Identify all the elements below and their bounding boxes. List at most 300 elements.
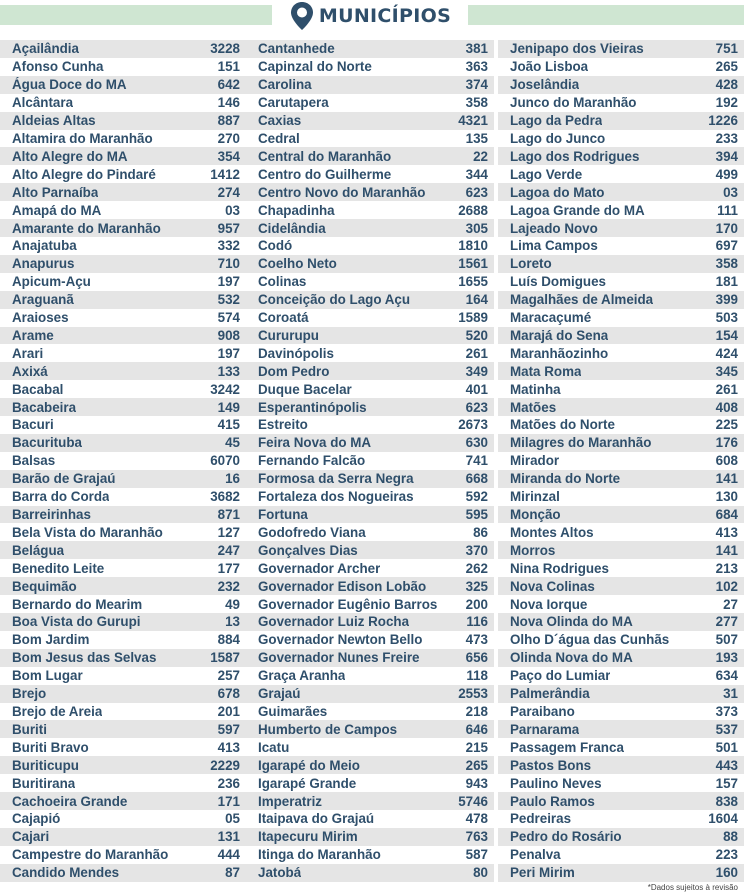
municipality-row bbox=[0, 94, 246, 112]
municipality-row bbox=[0, 327, 246, 345]
municipality-count: 443 bbox=[715, 757, 738, 773]
municipality-count: 623 bbox=[465, 184, 488, 200]
municipality-count: 574 bbox=[217, 310, 240, 326]
municipality-row bbox=[0, 273, 246, 291]
municipality-name: Cidelândia bbox=[258, 220, 326, 236]
municipality-row bbox=[0, 810, 246, 828]
municipality-name: Lago Verde bbox=[510, 166, 583, 182]
municipality-name: Cedral bbox=[258, 130, 300, 146]
municipality-count: 176 bbox=[715, 435, 738, 451]
municipality-row bbox=[246, 147, 494, 165]
municipality-name: Coelho Neto bbox=[258, 256, 337, 272]
municipality-row bbox=[498, 344, 744, 362]
municipality-count: 149 bbox=[217, 399, 240, 415]
municipality-row bbox=[498, 362, 744, 380]
municipality-row bbox=[246, 327, 494, 345]
municipality-name: Igarapé Grande bbox=[258, 775, 357, 791]
municipality-name: Monção bbox=[510, 507, 561, 523]
municipality-row bbox=[0, 130, 246, 148]
municipality-name: Lajeado Novo bbox=[510, 220, 598, 236]
municipality-row bbox=[246, 183, 494, 201]
municipality-row bbox=[0, 559, 246, 577]
municipality-name: Codó bbox=[258, 238, 293, 254]
municipality-column-2 bbox=[246, 40, 494, 882]
municipality-count: 102 bbox=[715, 578, 738, 594]
municipality-count: 151 bbox=[217, 59, 240, 75]
municipality-name: Lago dos Rodrigues bbox=[510, 148, 640, 164]
municipality-count: 595 bbox=[465, 507, 488, 523]
municipality-count: 3682 bbox=[210, 489, 240, 505]
municipality-count: 213 bbox=[715, 560, 738, 576]
municipality-count: 656 bbox=[465, 650, 488, 666]
municipality-name: Bacabeira bbox=[12, 399, 77, 415]
municipality-row bbox=[0, 183, 246, 201]
municipality-row bbox=[498, 523, 744, 541]
municipality-count: 236 bbox=[217, 775, 240, 791]
municipality-count: 608 bbox=[715, 453, 738, 469]
municipality-row bbox=[498, 595, 744, 613]
municipality-name: Brejo bbox=[12, 686, 47, 702]
municipality-row bbox=[0, 344, 246, 362]
municipality-name: Barão de Grajaú bbox=[12, 471, 116, 487]
municipality-count: 503 bbox=[715, 310, 738, 326]
municipality-count: 141 bbox=[715, 542, 738, 558]
municipality-row bbox=[0, 58, 246, 76]
municipality-row bbox=[498, 398, 744, 416]
municipality-row bbox=[246, 541, 494, 559]
municipality-row bbox=[246, 613, 494, 631]
footnote: *Dados sujeitos à revisão bbox=[647, 883, 738, 892]
municipality-name: Chapadinha bbox=[258, 202, 335, 218]
municipality-name: Bacuri bbox=[12, 417, 54, 433]
municipality-name: Magalhães de Almeida bbox=[510, 292, 654, 308]
municipality-count: 86 bbox=[473, 524, 488, 540]
municipality-name: Buriti Bravo bbox=[12, 739, 89, 755]
municipality-count: 592 bbox=[465, 489, 488, 505]
municipality-name: Cururupu bbox=[258, 327, 319, 343]
municipality-count: 3242 bbox=[210, 381, 240, 397]
municipality-name: Paço do Lumiar bbox=[510, 668, 611, 684]
municipality-count: 344 bbox=[465, 166, 488, 182]
municipality-count: 146 bbox=[217, 95, 240, 111]
municipality-name: Duque Bacelar bbox=[258, 381, 352, 397]
municipality-name: Lima Campos bbox=[510, 238, 598, 254]
municipality-name: Alto Alegre do Pindaré bbox=[12, 166, 156, 182]
municipality-row bbox=[498, 577, 744, 595]
municipality-count: 646 bbox=[465, 721, 488, 737]
municipality-count: 373 bbox=[715, 703, 738, 719]
municipality-row bbox=[498, 792, 744, 810]
municipality-row bbox=[498, 541, 744, 559]
municipality-row bbox=[498, 434, 744, 452]
municipality-row bbox=[246, 756, 494, 774]
municipality-name: Centro do Guilherme bbox=[258, 166, 392, 182]
municipality-row bbox=[246, 828, 494, 846]
municipality-count: 642 bbox=[217, 77, 240, 93]
municipality-count: 164 bbox=[465, 292, 488, 308]
municipality-name: Nova Olinda do MA bbox=[510, 614, 633, 630]
municipality-count: 262 bbox=[465, 560, 488, 576]
municipality-row bbox=[246, 380, 494, 398]
municipality-row bbox=[246, 344, 494, 362]
municipality-name: Balsas bbox=[12, 453, 56, 469]
municipality-name: Joselândia bbox=[510, 77, 580, 93]
municipality-name: João Lisboa bbox=[510, 59, 589, 75]
municipality-count: 5746 bbox=[458, 793, 488, 809]
municipality-name: Açailândia bbox=[12, 41, 79, 57]
municipality-name: Matões do Norte bbox=[510, 417, 615, 433]
municipality-row bbox=[246, 94, 494, 112]
municipality-name: Montes Altos bbox=[510, 524, 594, 540]
municipality-count: 87 bbox=[225, 865, 240, 881]
municipality-name: Anapurus bbox=[12, 256, 75, 272]
municipality-count: 177 bbox=[217, 560, 240, 576]
municipality-row bbox=[246, 452, 494, 470]
municipality-name: Mata Roma bbox=[510, 363, 582, 379]
municipality-count: 116 bbox=[466, 614, 488, 630]
municipality-count: 131 bbox=[217, 829, 240, 845]
municipality-count: 871 bbox=[217, 507, 240, 523]
municipality-row bbox=[0, 40, 246, 58]
municipality-row bbox=[498, 720, 744, 738]
municipality-name: Central do Maranhão bbox=[258, 148, 392, 164]
municipality-name: Graça Aranha bbox=[258, 668, 346, 684]
municipality-row bbox=[0, 506, 246, 524]
municipality-row bbox=[498, 649, 744, 667]
municipality-count: 118 bbox=[466, 668, 488, 684]
municipality-name: Boa Vista do Gurupi bbox=[12, 614, 141, 630]
municipality-row bbox=[246, 58, 494, 76]
municipality-name: Esperantinópolis bbox=[258, 399, 367, 415]
municipality-row bbox=[498, 147, 744, 165]
municipality-row bbox=[246, 255, 494, 273]
municipality-name: Amapá do MA bbox=[12, 202, 102, 218]
municipality-name: Buriti bbox=[12, 721, 47, 737]
municipality-name: Araioses bbox=[12, 310, 69, 326]
municipality-count: 192 bbox=[715, 95, 738, 111]
municipality-count: 358 bbox=[465, 95, 488, 111]
municipality-count: 1655 bbox=[458, 274, 488, 290]
municipality-count: 305 bbox=[465, 220, 488, 236]
municipality-count: 274 bbox=[217, 184, 240, 200]
municipality-name: Benedito Leite bbox=[12, 560, 105, 576]
municipality-row bbox=[0, 470, 246, 488]
municipality-row bbox=[498, 506, 744, 524]
municipality-count: 478 bbox=[465, 811, 488, 827]
municipality-row bbox=[498, 183, 744, 201]
municipality-row bbox=[246, 416, 494, 434]
municipality-count: 261 bbox=[715, 381, 738, 397]
municipality-count: 684 bbox=[715, 507, 738, 523]
municipality-count: 507 bbox=[715, 632, 738, 648]
municipality-row bbox=[246, 488, 494, 506]
municipality-name: Buritirana bbox=[12, 775, 76, 791]
municipality-name: Maracaçumé bbox=[510, 310, 592, 326]
municipality-row bbox=[246, 577, 494, 595]
municipality-name: Alcântara bbox=[12, 95, 74, 111]
municipality-name: Arari bbox=[12, 345, 44, 361]
municipality-name: Estreito bbox=[258, 417, 308, 433]
municipality-name: Itinga do Maranhão bbox=[258, 847, 381, 863]
municipality-count: 751 bbox=[715, 41, 738, 57]
municipality-count: 838 bbox=[715, 793, 738, 809]
municipality-count: 887 bbox=[217, 113, 240, 129]
municipality-count: 1561 bbox=[458, 256, 488, 272]
municipality-count: 2688 bbox=[458, 202, 488, 218]
municipality-name: Coroatá bbox=[258, 310, 309, 326]
municipality-row bbox=[0, 649, 246, 667]
municipality-name: Matões bbox=[510, 399, 557, 415]
municipality-count: 160 bbox=[715, 865, 738, 881]
municipality-row bbox=[498, 327, 744, 345]
municipality-count: 325 bbox=[465, 578, 488, 594]
municipality-name: Apicum-Açu bbox=[12, 274, 91, 290]
municipality-name: Brejo de Areia bbox=[12, 703, 103, 719]
municipality-name: Anajatuba bbox=[12, 238, 77, 254]
municipality-count: 678 bbox=[217, 686, 240, 702]
municipality-name: Cachoeira Grande bbox=[12, 793, 128, 809]
municipality-count: 03 bbox=[225, 202, 240, 218]
header bbox=[272, 0, 468, 32]
municipality-name: Loreto bbox=[510, 256, 552, 272]
municipality-name: Penalva bbox=[510, 847, 561, 863]
municipality-count: 537 bbox=[715, 721, 738, 737]
municipality-count: 16 bbox=[225, 471, 240, 487]
municipality-row bbox=[498, 380, 744, 398]
municipality-name: Arame bbox=[12, 327, 54, 343]
municipality-row bbox=[498, 94, 744, 112]
municipality-count: 200 bbox=[465, 596, 488, 612]
municipality-count: 363 bbox=[465, 59, 488, 75]
municipality-name: Dom Pedro bbox=[258, 363, 330, 379]
municipality-name: Pedreiras bbox=[510, 811, 572, 827]
municipality-name: Formosa da Serra Negra bbox=[258, 471, 414, 487]
municipality-row bbox=[498, 703, 744, 721]
municipality-name: Governador Nunes Freire bbox=[258, 650, 420, 666]
municipality-name: Davinópolis bbox=[258, 345, 334, 361]
municipality-name: Palmerândia bbox=[510, 686, 590, 702]
municipality-row bbox=[0, 309, 246, 327]
municipality-count: 1604 bbox=[708, 811, 738, 827]
municipality-name: Junco do Maranhão bbox=[510, 95, 637, 111]
municipality-row bbox=[246, 470, 494, 488]
municipality-row bbox=[246, 703, 494, 721]
municipality-name: Afonso Cunha bbox=[12, 59, 104, 75]
municipality-name: Fernando Falcão bbox=[258, 453, 366, 469]
municipality-count: 197 bbox=[217, 345, 240, 361]
municipality-row bbox=[246, 291, 494, 309]
municipality-name: Olinda Nova do MA bbox=[510, 650, 633, 666]
municipality-count: 27 bbox=[723, 596, 738, 612]
municipality-count: 428 bbox=[715, 77, 738, 93]
municipality-count: 111 bbox=[717, 202, 738, 218]
municipality-count: 884 bbox=[217, 632, 240, 648]
municipality-name: Carolina bbox=[258, 77, 312, 93]
municipality-row bbox=[498, 201, 744, 219]
municipality-row bbox=[246, 130, 494, 148]
municipality-row bbox=[0, 685, 246, 703]
municipality-name: Paulino Neves bbox=[510, 775, 602, 791]
municipality-row bbox=[0, 756, 246, 774]
municipality-name: Paulo Ramos bbox=[510, 793, 595, 809]
municipality-count: 630 bbox=[465, 435, 488, 451]
municipality-row bbox=[498, 452, 744, 470]
municipality-count: 501 bbox=[715, 739, 738, 755]
municipality-count: 1412 bbox=[210, 166, 240, 182]
municipality-row bbox=[0, 237, 246, 255]
municipality-row bbox=[246, 559, 494, 577]
municipality-row bbox=[246, 864, 494, 882]
municipality-row bbox=[246, 774, 494, 792]
municipality-name: Barreirinhas bbox=[12, 507, 91, 523]
municipality-count: 710 bbox=[217, 256, 240, 272]
municipality-row bbox=[246, 738, 494, 756]
municipality-row bbox=[246, 273, 494, 291]
municipality-count: 1810 bbox=[458, 238, 488, 254]
municipality-row bbox=[498, 291, 744, 309]
municipality-row bbox=[498, 255, 744, 273]
municipality-name: Milagres do Maranhão bbox=[510, 435, 652, 451]
municipality-count: 1587 bbox=[210, 650, 240, 666]
municipality-count: 80 bbox=[473, 865, 488, 881]
municipality-count: 401 bbox=[465, 381, 488, 397]
municipality-row bbox=[246, 201, 494, 219]
municipality-name: Passagem Franca bbox=[510, 739, 624, 755]
municipality-name: Bom Lugar bbox=[12, 668, 83, 684]
municipality-count: 741 bbox=[465, 453, 488, 469]
map-pin-icon bbox=[289, 1, 315, 31]
municipality-name: Altamira do Maranhão bbox=[12, 130, 153, 146]
municipality-count: 358 bbox=[715, 256, 738, 272]
municipality-count: 349 bbox=[465, 363, 488, 379]
municipality-count: 265 bbox=[465, 757, 488, 773]
municipality-row bbox=[498, 40, 744, 58]
municipality-row bbox=[498, 165, 744, 183]
municipality-count: 381 bbox=[465, 41, 488, 57]
municipality-column-3 bbox=[498, 40, 744, 882]
municipality-name: Cajapió bbox=[12, 811, 61, 827]
municipality-row bbox=[498, 864, 744, 882]
municipality-name: Buriticupu bbox=[12, 757, 79, 773]
municipality-row bbox=[498, 738, 744, 756]
municipality-row bbox=[246, 40, 494, 58]
municipality-row bbox=[246, 720, 494, 738]
municipality-count: 4321 bbox=[458, 113, 488, 129]
municipality-count: 03 bbox=[723, 184, 738, 200]
municipality-count: 587 bbox=[465, 847, 488, 863]
page-title: MUNICÍPIOS bbox=[318, 5, 452, 27]
municipality-name: Feira Nova do MA bbox=[258, 435, 372, 451]
municipality-name: Gonçalves Dias bbox=[258, 542, 358, 558]
municipality-row bbox=[498, 667, 744, 685]
municipality-count: 261 bbox=[465, 345, 488, 361]
municipality-name: Araguanã bbox=[12, 292, 74, 308]
municipality-row bbox=[0, 452, 246, 470]
municipality-count: 22 bbox=[473, 148, 488, 164]
municipality-count: 2229 bbox=[210, 757, 240, 773]
municipality-row bbox=[246, 309, 494, 327]
municipality-name: Marajá do Sena bbox=[510, 327, 609, 343]
municipality-row bbox=[0, 380, 246, 398]
municipality-row bbox=[498, 219, 744, 237]
municipality-row bbox=[0, 846, 246, 864]
municipality-row bbox=[498, 810, 744, 828]
municipality-row bbox=[0, 828, 246, 846]
municipality-name: Belágua bbox=[12, 542, 65, 558]
municipality-row bbox=[498, 685, 744, 703]
municipality-count: 141 bbox=[715, 471, 738, 487]
municipality-count: 49 bbox=[225, 596, 240, 612]
municipality-row bbox=[246, 398, 494, 416]
municipality-row bbox=[0, 362, 246, 380]
municipality-count: 45 bbox=[225, 435, 240, 451]
municipality-count: 3228 bbox=[210, 41, 240, 57]
municipality-name: Conceição do Lago Açu bbox=[258, 292, 411, 308]
municipality-name: Cajari bbox=[12, 829, 50, 845]
municipality-row bbox=[0, 147, 246, 165]
municipality-row bbox=[498, 774, 744, 792]
municipality-count: 1589 bbox=[458, 310, 488, 326]
municipality-name: Fortaleza dos Nogueiras bbox=[258, 489, 414, 505]
municipality-name: Governador Archer bbox=[258, 560, 381, 576]
municipality-row bbox=[246, 219, 494, 237]
municipality-row bbox=[0, 523, 246, 541]
municipality-row bbox=[498, 273, 744, 291]
municipality-count: 88 bbox=[723, 829, 738, 845]
municipality-name: Alto Parnaíba bbox=[12, 184, 99, 200]
municipality-count: 13 bbox=[225, 614, 240, 630]
municipality-row bbox=[246, 362, 494, 380]
municipality-count: 332 bbox=[217, 238, 240, 254]
municipality-count: 943 bbox=[465, 775, 488, 791]
municipality-count: 473 bbox=[465, 632, 488, 648]
municipality-count: 668 bbox=[465, 471, 488, 487]
municipality-row bbox=[498, 756, 744, 774]
municipality-name: Guimarães bbox=[258, 703, 328, 719]
municipality-row bbox=[498, 559, 744, 577]
municipality-count: 157 bbox=[715, 775, 738, 791]
municipality-count: 763 bbox=[465, 829, 488, 845]
municipality-column-1 bbox=[0, 40, 246, 882]
municipality-count: 520 bbox=[465, 327, 488, 343]
municipality-name: Nina Rodrigues bbox=[510, 560, 609, 576]
municipality-name: Aldeias Altas bbox=[12, 113, 96, 129]
municipality-row bbox=[0, 219, 246, 237]
municipality-count: 6070 bbox=[210, 453, 240, 469]
municipality-name: Lagoa Grande do MA bbox=[510, 202, 645, 218]
municipality-name: Nova Iorque bbox=[510, 596, 588, 612]
municipality-row bbox=[246, 685, 494, 703]
municipality-count: 399 bbox=[715, 292, 738, 308]
municipality-count: 277 bbox=[715, 614, 738, 630]
municipality-row bbox=[0, 864, 246, 882]
municipality-name: Icatu bbox=[258, 739, 290, 755]
municipality-row bbox=[0, 255, 246, 273]
municipality-row bbox=[498, 631, 744, 649]
municipality-count: 170 bbox=[715, 220, 738, 236]
municipality-row bbox=[0, 738, 246, 756]
municipality-row bbox=[0, 595, 246, 613]
municipality-row bbox=[0, 631, 246, 649]
municipality-count: 197 bbox=[217, 274, 240, 290]
municipality-name: Fortuna bbox=[258, 507, 308, 523]
municipality-row bbox=[498, 613, 744, 631]
municipality-name: Campestre do Maranhão bbox=[12, 847, 169, 863]
municipality-count: 957 bbox=[217, 220, 240, 236]
municipality-count: 597 bbox=[217, 721, 240, 737]
municipality-name: Peri Mirim bbox=[510, 865, 575, 881]
municipality-row bbox=[0, 112, 246, 130]
